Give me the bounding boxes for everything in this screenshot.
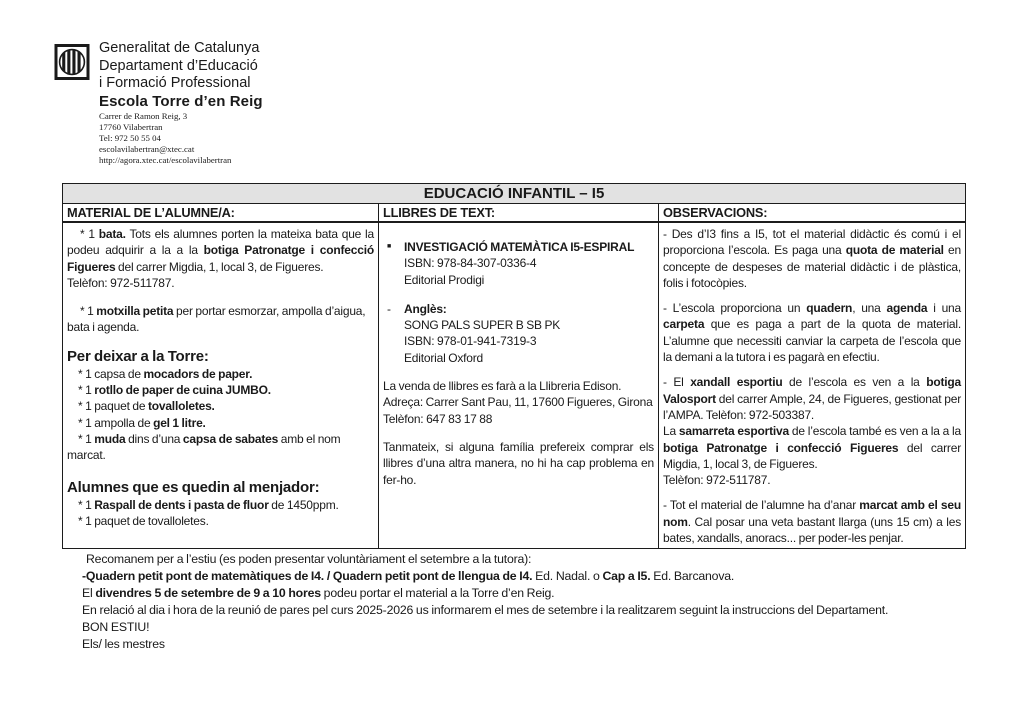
letterhead-text [99,40,263,166]
book-isbn: ISBN: 978-01-941-7319-3 [404,334,537,349]
square-bullet-icon: ■ [387,243,392,250]
book-details [404,301,560,366]
material-cell [63,223,379,548]
school-address: Carrer de Ramon Reig, 3 [99,110,188,121]
material-item: * 1 ampolla de gel 1 litre. [78,415,206,430]
material-item: * 1 capsa de mocadors de paper. [78,366,253,381]
footer-line-mestres: Els/ les mestres [82,637,165,651]
book-details [404,239,634,288]
material-paragraph-bata: * 1 bata. Tots els alumnes porten la mateixa bata que la podeu adquirir a la a la botiga Patronatge i confecció Figueres del carrer Migdia, 1, local 3, de Figueres. [67,227,374,274]
book-language: Anglès: [404,301,447,316]
obs-paragraph-marcat: - Tot el material de l’alumne ha d’anar marcat amb el seu nom. Cal posar una veta bastant llarga (uns 15 cm) a les bates, xandalls, anoracs... per poder-les penjar. [663,498,961,546]
table-title: EDUCACIÓ INFANTIL – I5 [63,184,965,204]
material-item: * 1 paquet de tovalloletes. [78,513,209,528]
material-heading-torre: Per deixar a la Torre: [67,347,209,365]
info-table [62,183,966,549]
school-city: 17760 Vilabertran [99,121,163,132]
llibres-venda: La venda de llibres es farà a la Llibreria Edison. [383,379,622,394]
column-header-observacions: OBSERVACIONS: [663,205,768,220]
obs-paragraph-xandall: - El xandall esportiu de l’escola es ven a la botiga Valosport del carrer Ample, 24, de Figueres, gestionat per l’AMPA. Telèfon: 972-503387. [663,375,961,422]
llibres-tanmateix: Tanmateix, si alguna família prefereix comprar els llibres d’una altra manera, no hi ha cap problema en fer-ho. [383,439,654,487]
column-header-material: MATERIAL DE L’ALUMNE/A: [63,204,379,221]
material-item: * 1 paquet de tovalloletes. [78,399,215,414]
footer-line-reunio: En relació al dia i hora de la reunió de pares pel curs 2025-2026 us informarem el mes de setembre i la realitzarem seguint la instruccions del Departament. [82,603,889,617]
book-title: SONG PALS SUPER B SB PK [404,318,561,333]
school-email: escolavilabertran@xtec.cat [99,143,195,154]
school-name: Escola Torre d’en Reig [99,92,263,110]
column-header-llibres: LLIBRES DE TEXT: [379,204,659,221]
book-editorial: Editorial Oxford [404,350,483,365]
footer-line-recomanem: Recomanem per a l’estiu (es poden presentar voluntàriament el setembre a la tutora): [86,552,532,566]
org-name-line-3: i Formació Professional [99,75,251,91]
obs-phone: Telèfon: 972-511787. [663,473,771,488]
book-editorial: Editorial Prodigi [404,272,485,287]
llibres-phone: Telèfon: 647 83 17 88 [383,411,493,426]
material-item: * 1 Raspall de dents i pasta de fluor de 1450ppm. [78,497,339,512]
org-name-line-1: Generalitat de Catalunya [99,40,260,56]
footer-line-bon-estiu: BON ESTIU! [82,620,150,634]
material-heading-menjador: Alumnes que es quedin al menjador: [67,478,320,496]
book-isbn: ISBN: 978-84-307-0336-4 [404,256,537,271]
obs-paragraph-samarreta: La samarreta esportiva de l’escola també es ven a la a la botiga Patronatge i confecció Figueres del carrer Migdia, 1, local 3, de Figueres. [663,424,961,471]
org-name-line-2: Departament d’Educació [99,57,258,74]
material-item: * 1 rotllo de paper de cuina JUMBO. [78,383,271,398]
llibres-adreca: Adreça: Carrer Sant Pau, 11, 17600 Figueres, Girona [383,395,653,410]
book-entry-angles [383,301,654,366]
book-title: INVESTIGACIÓ MATEMÀTICA I5-ESPIRAL [404,240,635,254]
letterhead [54,40,263,166]
obs-paragraph-quadern: - L’escola proporciona un quadern, una agenda i una carpeta que es paga a part de la quota de material. L’alumne que necessiti canviar la carpeta de l’escola que la demani a la tutora i es pagarà en efectiu. [663,301,961,365]
table-body-row [63,223,965,548]
llibres-cell [379,223,659,548]
material-item: * 1 muda dins d’una capsa de sabates amb el nom marcat. [67,431,341,463]
material-phone: Telèfon: 972-511787. [67,275,175,290]
generalitat-catalunya-logo-icon [54,40,90,86]
observacions-cell [659,223,965,548]
footer-notes [82,551,966,653]
dash-bullet-icon: - [387,301,391,316]
school-phone: Tel: 972 50 55 04 [99,132,161,143]
book-entry-matematica [383,239,654,288]
school-website: http://agora.xtec.cat/escolavilabertran [99,154,232,165]
footer-line-divendres: El divendres 5 de setembre de 9 a 10 hores podeu portar el material a la Torre d’en Reig. [82,586,555,600]
table-header-row [63,204,965,223]
material-paragraph-motxilla: * 1 motxilla petita per portar esmorzar, ampolla d’aigua, bata i agenda. [67,304,366,335]
obs-paragraph-quota: - Des d’I3 fins a I5, tot el material didàctic és comú i el proporciona l’escola. Es paga una quota de material en concepte de despeses de material didàctic i de plàstica, folis i fotocòpies. [663,227,961,290]
footer-line-quaderns: -Quadern petit pont de matemàtiques de I4. / Quadern petit pont de llengua de I4. Ed. Nadal. o Cap a I5. Ed. Barcanova. [82,569,735,583]
